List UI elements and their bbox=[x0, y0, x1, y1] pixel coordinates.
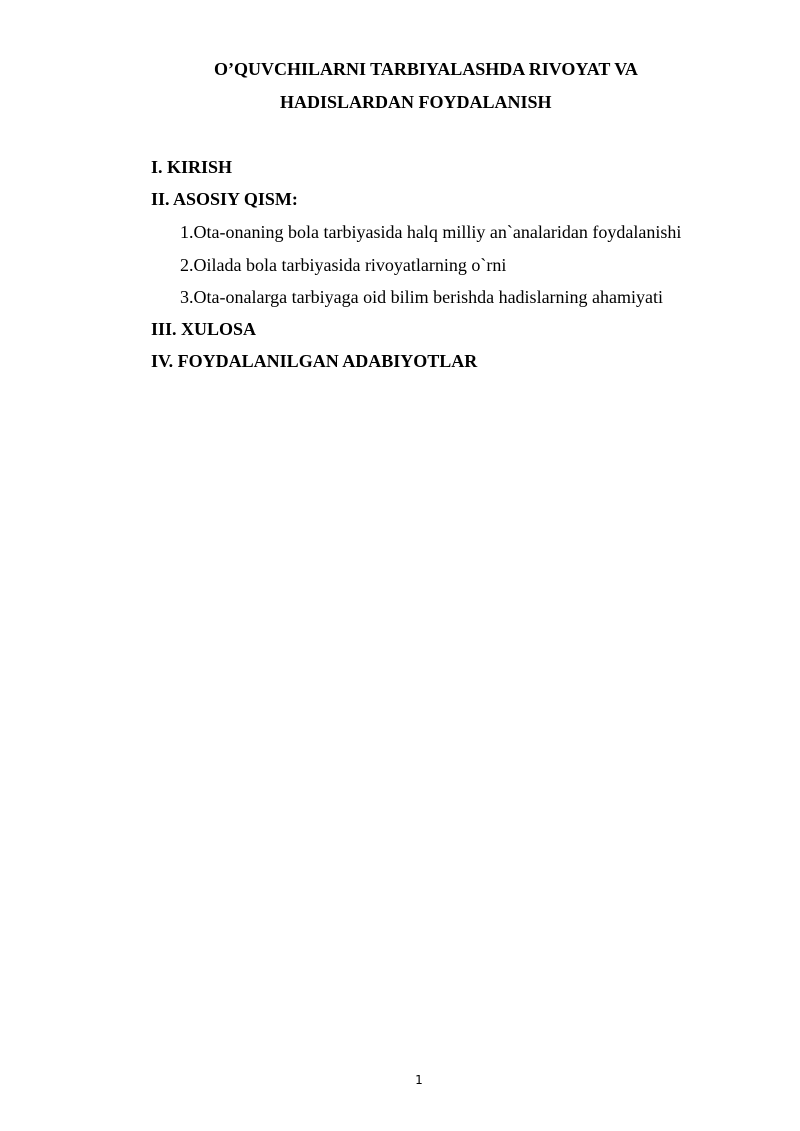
toc-heading-main-part: II. ASOSIY QISM: bbox=[151, 189, 298, 209]
toc-heading-introduction: I. KIRISH bbox=[151, 157, 233, 177]
toc-subitem-2: 2.Oilada bola tarbiyasida rivoyatlarning o`rni bbox=[180, 255, 507, 275]
page-number: 1 bbox=[415, 1073, 423, 1087]
toc-heading-references: IV. FOYDALANILGAN ADABIYOTLAR bbox=[151, 351, 478, 371]
toc-subitem-1: 1.Ota-onaning bola tarbiyasida halq milliy an`analaridan foydalanishi bbox=[180, 222, 682, 242]
toc-heading-conclusion: III. XULOSA bbox=[151, 319, 257, 339]
document-title-line-2: HADISLARDAN FOYDALANISH bbox=[280, 92, 552, 112]
toc-subitem-3: 3.Ota-onalarga tarbiyaga oid bilim berishda hadislarning ahamiyati bbox=[180, 287, 664, 307]
document-title-line-1: O’QUVCHILARNI TARBIYALASHDA RIVOYAT VA bbox=[214, 59, 638, 79]
